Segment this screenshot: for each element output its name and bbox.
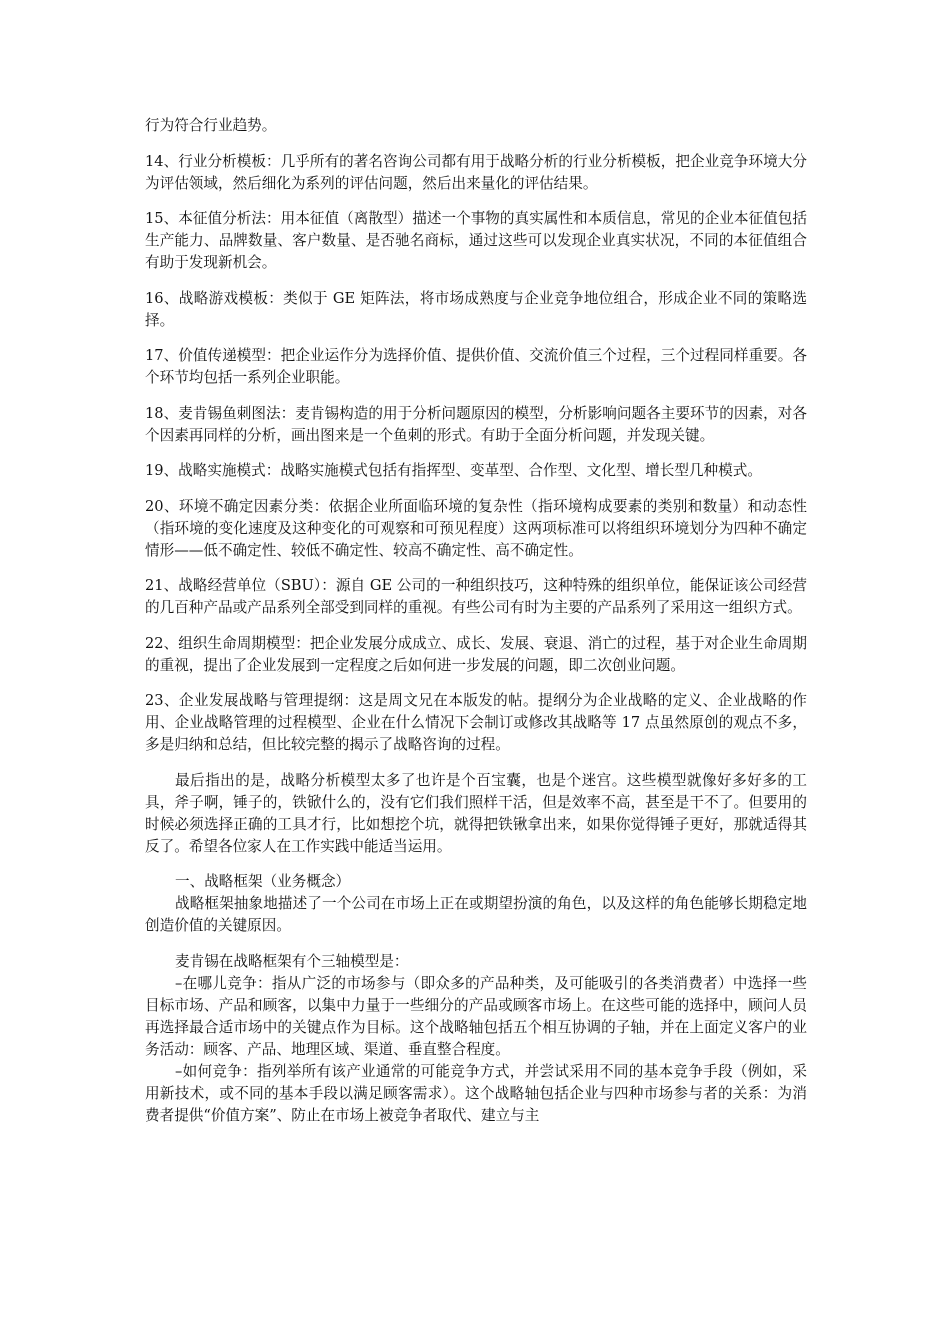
paragraph-where-to-compete: –在哪儿竞争：指从广泛的市场参与（即众多的产品种类，及可能吸引的各类消费者）中选择一些目标市场、产品和顾客，以集中力量于一些细分的产品或顾客市场上。在这些可能的选择中，顾问人员再选择最合适市场中的关键点作为目标。这个战略轴包括五个相互协调的子轴，并在上面定义客户的业务活动：顾客、产品、地理区域、渠道、垂直整合程度。 [145,974,807,1058]
paragraph-how-to-compete: –如何竞争：指列举所有该产业通常的可能竞争方式，并尝试采用不同的基本竞争手段（例如，采用新技术，或不同的基本手段以满足顾客需求）。这个战略轴包括企业与四种市场参与者的关系：为消费者提供“价值方案”、防止在市场上被竞争者取代、建立与主 [145,1062,807,1124]
paragraph-conclusion: 最后指出的是，战略分析模型太多了也许是个百宝囊，也是个迷宫。这些模型就像好多好多的工具，斧子啊，锤子的，铁锨什么的，没有它们我们照样干活，但是效率不高，甚至是干不了。但要用的时候必须选择正确的工具才行，比如想挖个坑，就得把铁锹拿出来，如果你觉得锤子更好，那就适得其反了。希望各位家人在工作实践中能适当运用。 [145,771,807,855]
paragraph-item-21: 21、战略经营单位（SBU）：源自 GE 公司的一种组织技巧，这种特殊的组织单位，能保证该公司经营的几百种产品或产品系列全部受到同样的重视。有些公司有时为主要的产品系列了采用这一组织方式。 [145,577,807,616]
paragraph-item-23: 23、企业发展战略与管理提纲：这是周文兄在本版发的帖。提纲分为企业战略的定义、企业战略的作用、企业战略管理的过程模型、企业在什么情况下会制订或修改其战略等 17 点虽然原创的观点不多，多是归纳和总结，但比较完整的揭示了战略咨询的过程。 [145,692,807,753]
paragraph-item-20: 20、环境不确定因素分类：依据企业所面临环境的复杂性（指环境构成要素的类别和数量）和动态性（指环境的变化速度及这种变化的可观察和可预见程度）这两项标准可以将组织环境划分为四种不确定情形——低不确定性、较低不确定性、较高不确定性、高不确定性。 [145,497,807,559]
paragraph-item-22: 22、组织生命周期模型：把企业发展分成成立、成长、发展、衰退、消亡的过程，基于对企业生命周期的重视，提出了企业发展到一定程度之后如何进一步发展的问题，即二次创业问题。 [145,634,807,674]
paragraph-item-19: 19、战略实施模式：战略实施模式包括有指挥型、变革型、合作型、文化型、增长型几种模式。 [145,462,762,479]
paragraph-item-18: 18、麦肯锡鱼刺图法：麦肯锡构造的用于分析问题原因的模型，分析影响问题各主要环节的因素，对各个因素再同样的分析，画出图来是一个鱼刺的形式。有助于全面分析问题，并发现关键。 [145,404,807,444]
paragraph-item-16: 16、战略游戏模板：类似于 GE 矩阵法，将市场成熟度与企业竞争地位组合，形成企业不同的策略选择。 [145,289,807,329]
paragraph-item-14: 14、行业分析模板：几乎所有的著名咨询公司都有用于战略分析的行业分析模板，把企业竞争环境大分为评估领域，然后细化为系列的评估问题，然后出来量化的评估结果。 [145,152,807,192]
section-heading: 一、战略框架（业务概念） [175,873,351,890]
paragraph-item-17: 17、价值传递模型：把企业运作分为选择价值、提供价值、交流价值三个过程，三个过程同样重要。各个环节均包括一系列企业职能。 [145,347,807,386]
paragraph-framework: 战略框架抽象地描述了一个公司在市场上正在或期望扮演的角色，以及这样的角色能够长期稳定地创造价值的关键原因。 [145,895,807,934]
paragraph-three-axis-intro: 麦肯锡在战略框架有个三轴模型是： [175,952,409,970]
paragraph-item-15: 15、本征值分析法：用本征值（离散型）描述一个事物的真实属性和本质信息，常见的企业本征值包括生产能力、品牌数量、客户数量、是否驰名商标，通过这些可以发现企业真实状况，不同的本征值组合有助于发现新机会。 [145,210,807,271]
document-body [145,115,807,1127]
paragraph: 行为符合行业趋势。 [145,117,277,134]
